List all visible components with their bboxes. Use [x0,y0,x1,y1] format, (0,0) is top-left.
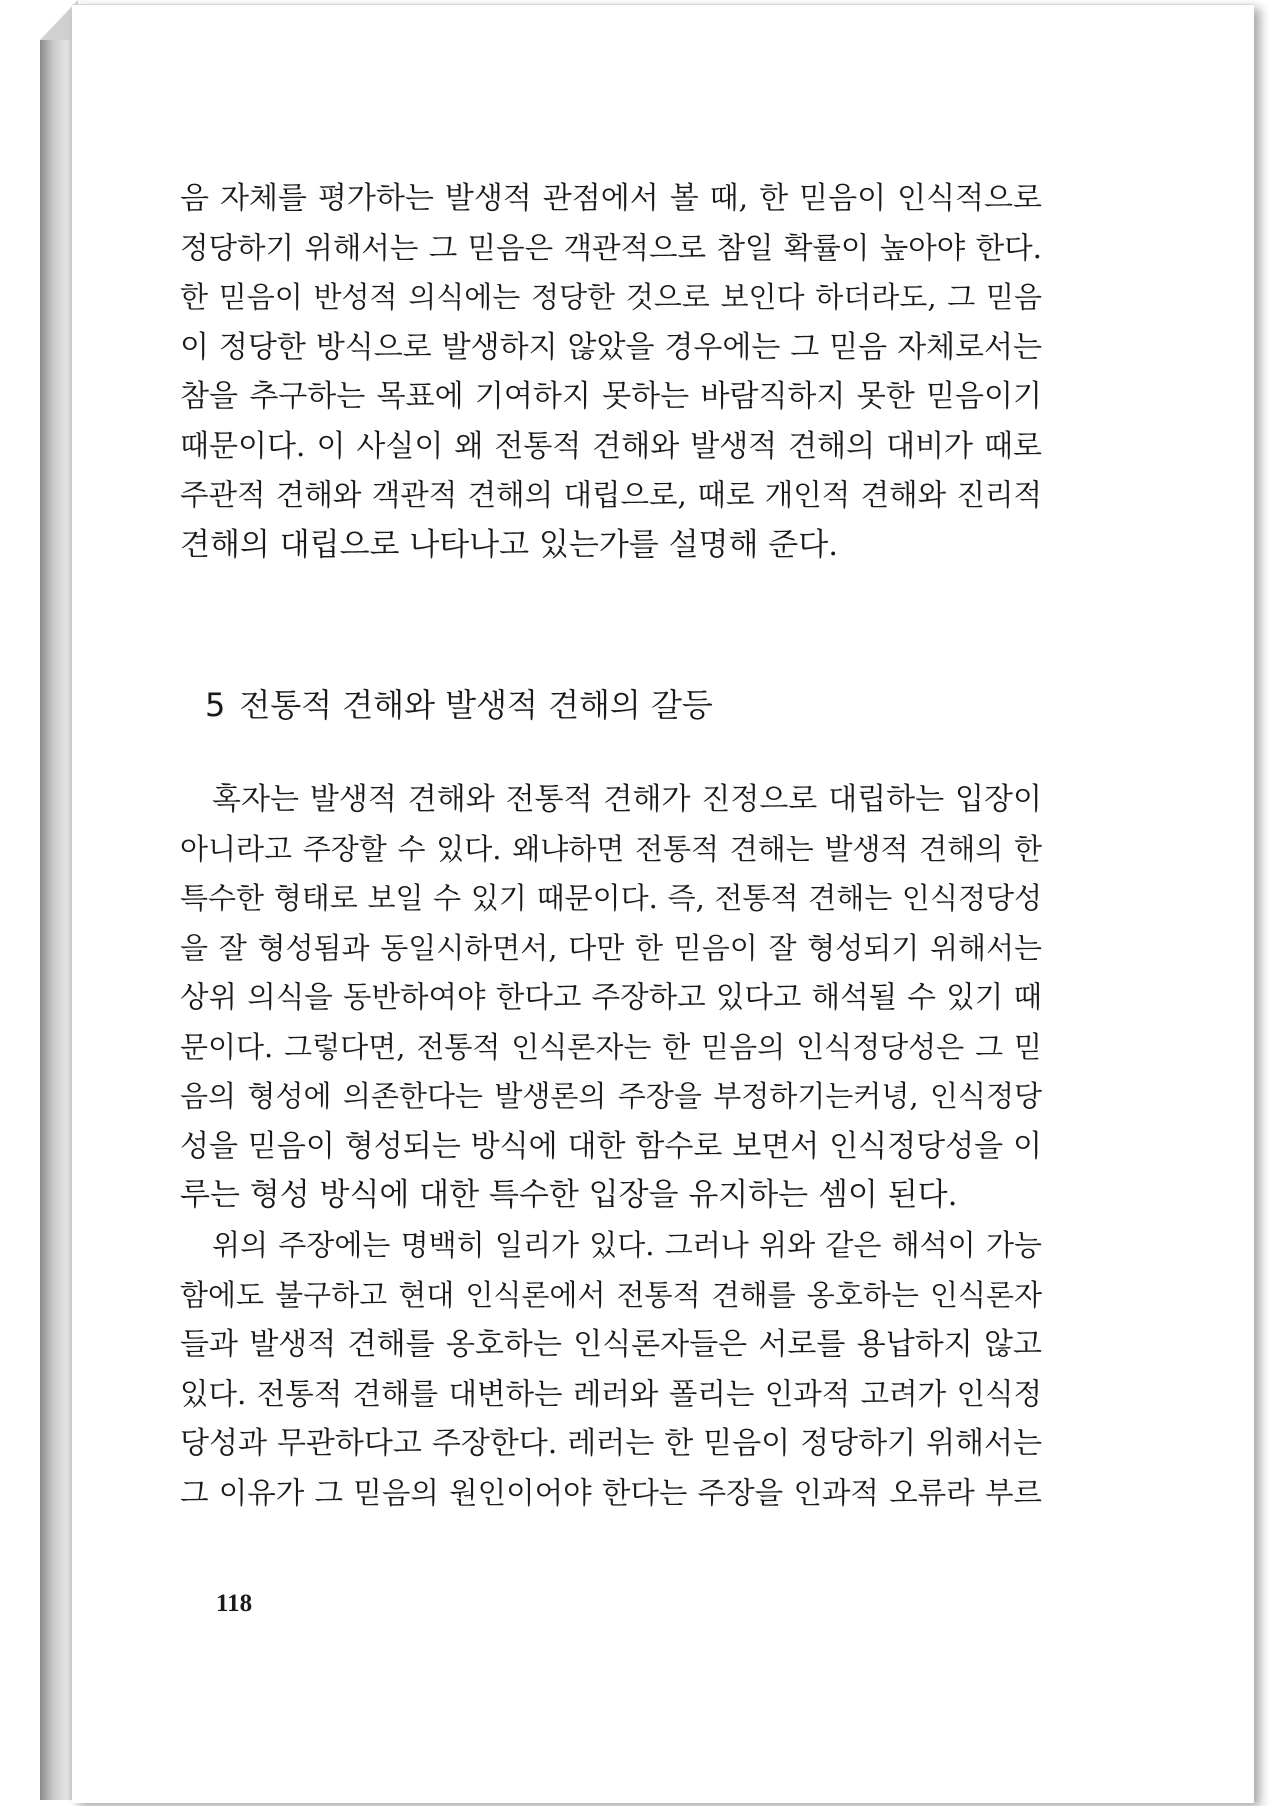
text-line: 정당하기 위해서는 그 믿음은 객관적으로 참일 확률이 높아야 한다. [180,230,1042,265]
paragraph-2 [180,775,1042,1221]
text-line: 견해의 대립으로 나타나고 있는가를 설명해 준다. [180,526,839,563]
section-number: 5 [205,686,226,724]
page-number: 118 [216,1590,253,1617]
text-line: 을 잘 형성됨과 동일시하면서, 다만 한 믿음이 잘 형성되기 위해서는 [180,930,1042,965]
text-line: 루는 형성 방식에 대한 특수한 입장을 유지하는 셈이 된다. [180,1177,958,1213]
text-line: 함에도 불구하고 현대 인식론에서 전통적 견해를 옹호하는 인식론자 [180,1277,1042,1312]
text-line: 성을 믿음이 형성되는 방식에 대한 함수로 보면서 인식정당성을 이 [180,1128,1042,1164]
text-line: 이 정당한 방식으로 발생하지 않았을 경우에는 그 믿음 자체로서는 [180,329,1042,365]
text-line: 음 자체를 평가하는 발생적 관점에서 볼 때, 한 믿음이 인식적으로 [180,181,1042,216]
text-line: 참을 추구하는 목표에 기여하지 못하는 바람직하지 못한 믿음이기 [180,379,1042,414]
text-line: 특수한 형태로 보일 수 있기 때문이다. 즉, 전통적 견해는 인식정당성 [180,881,1042,915]
section-heading [205,680,713,726]
text-line: 있다. 전통적 견해를 대변하는 레러와 폴리는 인과적 고려가 인식정 [180,1376,1042,1411]
text-line: 한 믿음이 반성적 의식에는 정당한 것으로 보인다 하더라도, 그 믿음 [180,280,1042,314]
text-line: 당성과 무관하다고 주장한다. 레러는 한 믿음이 정당하기 위해서는 [180,1426,1042,1461]
section-title: 전통적 견해와 발생적 견해의 갈등 [239,686,713,724]
text-line: 들과 발생적 견해를 옹호하는 인식론자들은 서로를 용납하지 않고 [180,1327,1042,1362]
paragraph-1 [180,174,1042,570]
text-line: 문이다. 그렇다면, 전통적 인식론자는 한 믿음의 인식정당성은 그 믿 [180,1029,1042,1064]
text-line: 상위 의식을 동반하여야 한다고 주장하고 있다고 해석될 수 있기 때 [180,980,1042,1014]
text-line: 위의 주장에는 명백히 일리가 있다. 그러나 위와 같은 해석이 가능 [212,1228,1042,1262]
paragraph-3 [180,1221,1042,1518]
text-line: 아니라고 주장할 수 있다. 왜냐하면 전통적 견해는 발생적 견해의 한 [180,831,1042,866]
text-line: 음의 형성에 의존한다는 발생론의 주장을 부정하기는커녕, 인식정당 [180,1079,1042,1113]
text-line: 주관적 견해와 객관적 견해의 대립으로, 때로 개인적 견해와 진리적 [180,478,1042,512]
text-line: 혹자는 발생적 견해와 전통적 견해가 진정으로 대립하는 입장이 [212,782,1042,817]
text-line: 그 이유가 그 믿음의 원인이어야 한다는 주장을 인과적 오류라 부르 [180,1475,1042,1510]
text-line: 때문이다. 이 사실이 왜 전통적 견해와 발생적 견해의 대비가 때로 [180,428,1042,464]
